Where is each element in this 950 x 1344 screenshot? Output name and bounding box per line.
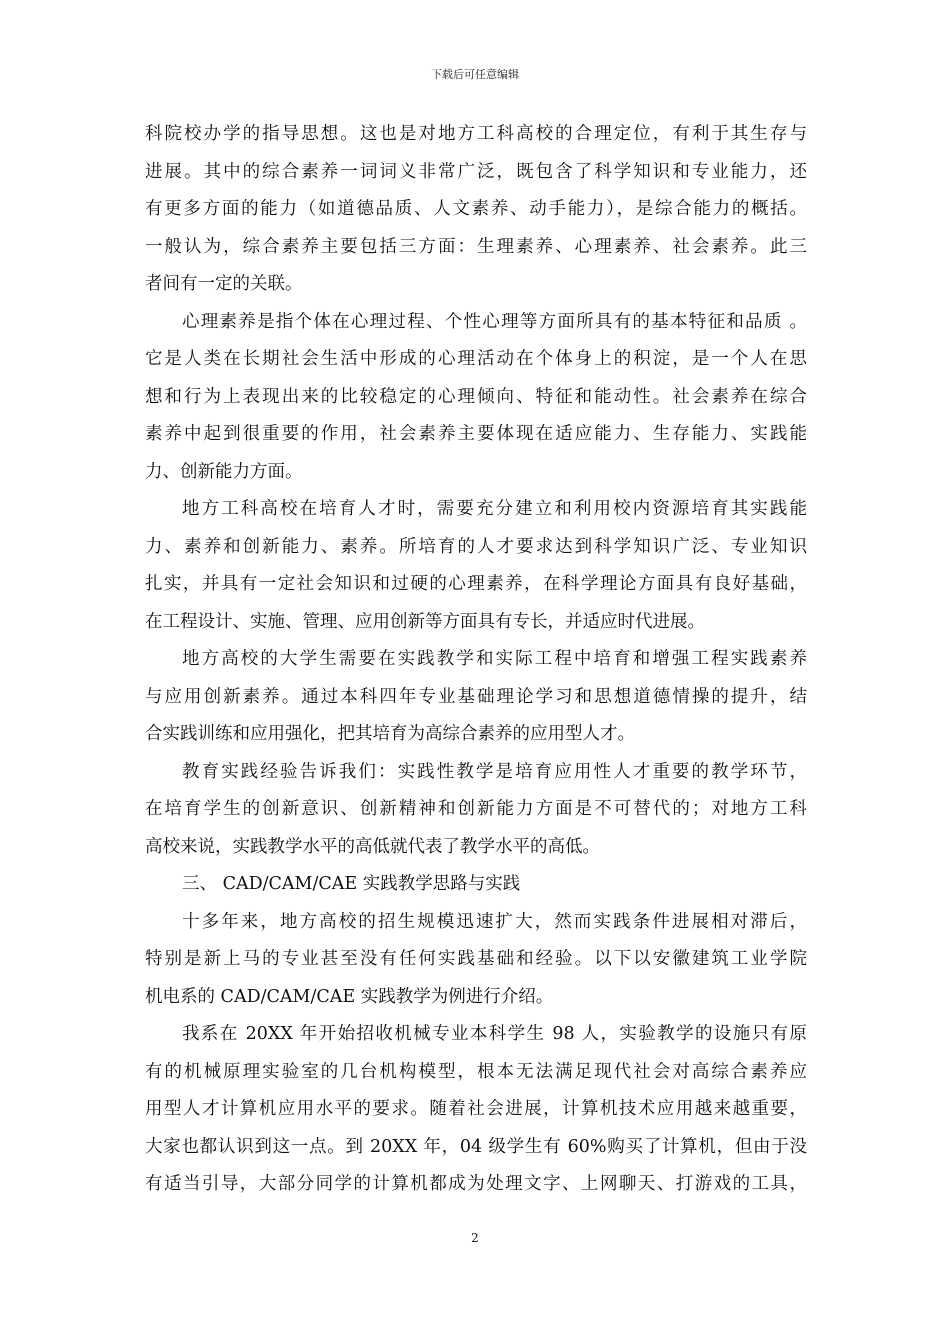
text-line: 我系在 20XX 年开始招收机械专业本科学生 98 人，实验教学的设施只有原 [182, 1024, 807, 1044]
text-line: 十多年来，地方高校的招生规模迅速扩大，然而实践条件进展相对滞后， [182, 911, 807, 932]
text-line: 科院校办学的指导思想。这也是对地方工科高校的合理定位，有利于其生存与 [145, 124, 807, 144]
text-line: 在培育学生的创新意识、创新精神和创新能力方面是不可替代的；对地方工科 [145, 799, 807, 819]
text-line: 机电系的 CAD/CAM/CAE 实践教学为例进行介绍。 [145, 986, 554, 1007]
page-number: 2 [471, 1231, 479, 1245]
text-line: 特别是新上马的专业甚至没有任何实践基础和经验。以下以安徽建筑工业学院 [145, 949, 807, 969]
text-line: 高校来说，实践教学水平的高低就代表了教学水平的高低。 [145, 836, 600, 857]
text-line: 三、 CAD/CAM/CAE 实践教学思路与实践 [182, 874, 521, 894]
text-line: 素养中起到很重要的作用，社会素养主要体现在适应能力、生存能力、实践能 [145, 424, 807, 444]
text-line: 它是人类在长期社会生活中形成的心理活动在个体身上的积淀，是一个人在思 [145, 349, 807, 369]
text-line: 地方工科高校在培育人才时，需要充分建立和利用校内资源培育其实践能 [182, 499, 807, 519]
text-line: 一般认为，综合素养主要包括三方面：生理素养、心理素养、社会素养。此三 [145, 236, 807, 257]
text-line: 与应用创新素养。通过本科四年专业基础理论学习和思想道德情操的提升，结 [145, 686, 807, 707]
text-line: 有更多方面的能力（如道德品质、人文素养、动手能力），是综合能力的概括。 [145, 199, 807, 219]
text-line: 力、创新能力方面。 [145, 461, 303, 482]
text-line: 合实践训练和应用强化，把其培育为高综合素养的应用型人才。 [145, 724, 635, 744]
text-line: 有适当引导，大部分同学的计算机都成为处理文字、上网聊天、打游戏的工具， [145, 1174, 807, 1194]
text-line: 在工程设计、实施、管理、应用创新等方面具有专长，并适应时代进展。 [145, 611, 705, 632]
text-line: 心理素养是指个体在心理过程、个性心理等方面所具有的基本特征和品质 。 [182, 311, 807, 332]
text-line: 用型人才计算机应用水平的要求。随着社会进展，计算机技术应用越来越重要， [145, 1099, 807, 1119]
document-body [145, 116, 807, 1204]
text-line: 者间有一定的关联。 [145, 274, 303, 294]
text-line: 想和行为上表现出来的比较稳定的心理倾向、特征和能动性。社会素养在综合 [145, 386, 807, 407]
text-line: 力、素养和创新能力、素养。所培育的人才要求达到科学知识广泛、专业知识 [145, 536, 807, 557]
text-line: 教育实践经验告诉我们：实践性教学是培育应用性人才重要的教学环节， [182, 761, 807, 782]
text-line: 大家也都认识到这一点。到 20XX 年，04 级学生有 60%购买了计算机，但由于没 [145, 1136, 807, 1157]
text-line: 有的机械原理实验室的几台机构模型，根本无法满足现代社会对高综合素养应 [145, 1061, 807, 1082]
text-line: 地方高校的大学生需要在实践教学和实际工程中培育和增强工程实践素养 [182, 649, 807, 669]
text-line: 进展。其中的综合素养一词词义非常广泛，既包含了科学知识和专业能力，还 [145, 161, 807, 182]
text-line: 扎实，并具有一定社会知识和过硬的心理素养，在科学理论方面具有良好基础， [145, 574, 807, 594]
page-header: 下载后可任意编辑 [431, 68, 519, 81]
